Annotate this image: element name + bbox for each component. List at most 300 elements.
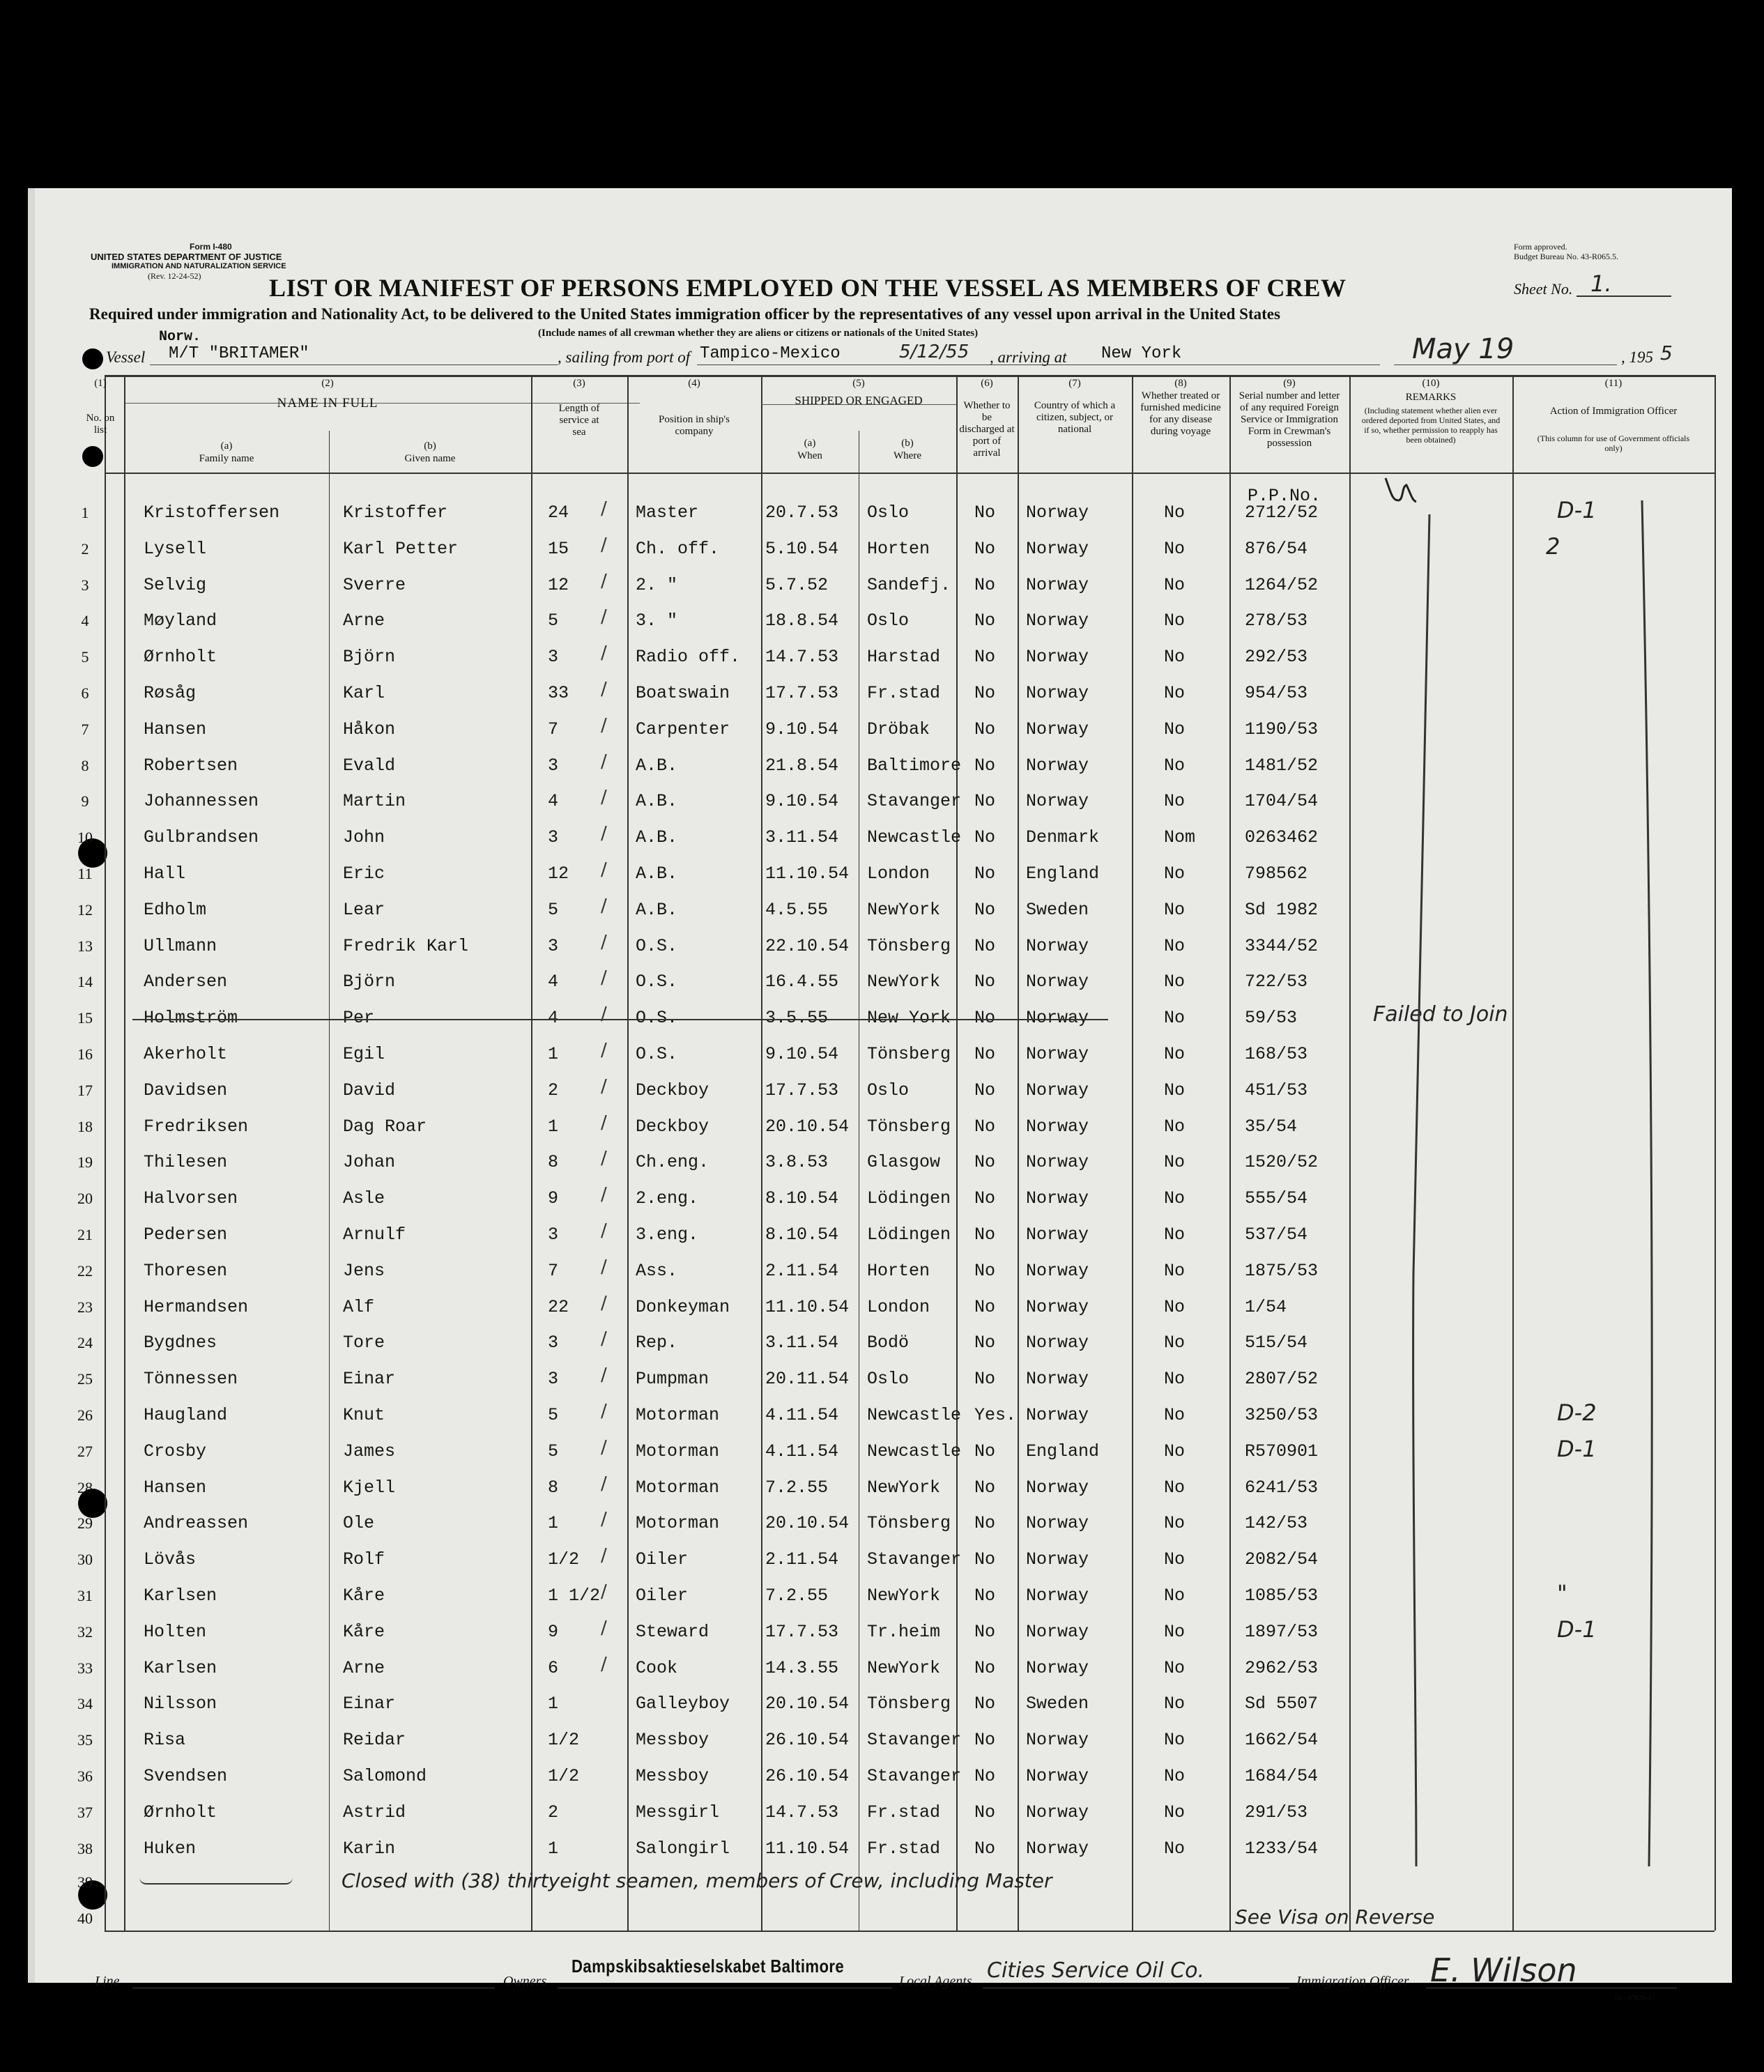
- row-number: 37: [77, 1803, 93, 1821]
- cell-medicine: No: [1164, 864, 1186, 884]
- row-number: 4: [81, 612, 89, 630]
- cell-given: Salomond: [343, 1766, 427, 1786]
- cell-family: Lövås: [144, 1549, 197, 1570]
- check-mark: /: [601, 1653, 607, 1675]
- year-prefix: , 195: [1621, 348, 1653, 366]
- row-number: 32: [77, 1622, 93, 1641]
- row-number: 35: [77, 1731, 93, 1749]
- check-mark: /: [601, 931, 607, 953]
- row-number: 23: [77, 1298, 93, 1316]
- cell-where: Bodö: [867, 1333, 910, 1353]
- sheet-underline: [1577, 296, 1671, 297]
- cell-when: 17.7.53: [765, 1621, 839, 1642]
- row-number-40: 40: [77, 1910, 93, 1927]
- cell-family: Fredriksen: [144, 1116, 249, 1137]
- sheet-edge: [28, 188, 35, 1983]
- cell-service: 1: [548, 1513, 559, 1534]
- col11-header: Action of Immigration Officer: [1549, 406, 1678, 417]
- cell-given: Rolf: [343, 1549, 385, 1570]
- col2a-letter: (a): [220, 440, 233, 452]
- officer-action: D-1: [1557, 497, 1597, 523]
- cell-country: Norway: [1026, 1766, 1089, 1786]
- col-line: [956, 375, 958, 1931]
- cell-serial: 278/53: [1245, 611, 1308, 631]
- check-mark: /: [601, 1436, 607, 1458]
- cell-family: Crosby: [144, 1441, 207, 1461]
- row-number: 3: [81, 576, 89, 594]
- col-line: [124, 375, 125, 1931]
- form-revision: (Rev. 12-24-52): [148, 271, 201, 281]
- cell-country: Norway: [1026, 1260, 1089, 1281]
- cell-where: Dröbak: [867, 719, 930, 739]
- cell-service: 9: [548, 1621, 559, 1642]
- punch-hole: [82, 348, 103, 369]
- cell-where: Sandefj.: [867, 574, 951, 595]
- row-number-39: 39: [77, 1873, 93, 1891]
- cell-when: 3.11.54: [765, 827, 839, 848]
- cell-medicine: No: [1164, 1802, 1186, 1822]
- cell-serial: 1704/54: [1245, 791, 1319, 812]
- port-to: New York: [1101, 344, 1182, 363]
- cell-position: Oiler: [636, 1549, 689, 1570]
- cell-where: Newcastle: [867, 1405, 962, 1425]
- officer-action: D-1: [1557, 1435, 1597, 1462]
- cell-country: Norway: [1026, 502, 1089, 523]
- col-line: [761, 375, 762, 1931]
- col1-header: No. on list: [86, 413, 115, 436]
- year-digit: 5: [1660, 342, 1673, 364]
- cell-position: O.S.: [636, 935, 678, 956]
- cell-where: Newcastle: [867, 827, 962, 848]
- department: UNITED STATES DEPARTMENT OF JUSTICE: [91, 252, 282, 262]
- col3-number: (3): [573, 378, 585, 389]
- cell-discharged: No: [974, 791, 996, 812]
- cell-when: 22.10.54: [765, 935, 850, 956]
- check-mark: /: [601, 679, 607, 700]
- row-number: 22: [77, 1261, 93, 1280]
- col-line: [1229, 375, 1231, 1931]
- cell-discharged: No: [974, 538, 996, 559]
- cell-country: Norway: [1026, 1405, 1089, 1425]
- cell-medicine: No: [1164, 1225, 1186, 1245]
- col5-header: SHIPPED OR ENGAGED: [795, 394, 923, 407]
- row-number: 9: [81, 792, 89, 811]
- cell-discharged: No: [974, 647, 996, 668]
- cell-country: England: [1026, 864, 1100, 884]
- cell-position: A.B.: [636, 864, 678, 884]
- cell-serial: 451/53: [1245, 1080, 1308, 1100]
- port-from: Tampico-Mexico: [700, 344, 841, 363]
- cell-family: Robertsen: [144, 755, 238, 776]
- check-mark: /: [601, 1473, 607, 1494]
- check-mark: /: [601, 1365, 607, 1386]
- cell-when: 2.11.54: [765, 1260, 839, 1281]
- cell-when: 3.5.55: [765, 1008, 829, 1029]
- cell-position: Cook: [636, 1657, 678, 1678]
- cell-when: 20.10.54: [765, 1116, 850, 1137]
- col5a-letter: (a): [804, 438, 816, 449]
- cell-given: Eric: [343, 864, 385, 884]
- cell-family: Ørnholt: [144, 1802, 217, 1822]
- cell-medicine: No: [1164, 683, 1186, 703]
- cell-medicine: No: [1164, 574, 1186, 595]
- cell-given: Arnulf: [343, 1225, 406, 1245]
- cell-country: Norway: [1026, 791, 1089, 812]
- cell-serial: 537/54: [1245, 1225, 1308, 1245]
- cell-when: 17.7.53: [765, 683, 839, 703]
- cell-where: Glasgow: [867, 1152, 941, 1173]
- cell-serial: 1684/54: [1245, 1766, 1319, 1786]
- check-mark: /: [601, 1004, 607, 1025]
- cell-medicine: No: [1164, 1369, 1186, 1390]
- cell-position: Messboy: [636, 1730, 710, 1751]
- cell-service: 22: [548, 1296, 569, 1317]
- cell-where: London: [867, 1296, 930, 1317]
- cell-when: 5.10.54: [765, 538, 839, 559]
- cell-where: NewYork: [867, 1586, 941, 1606]
- col2-number: (2): [321, 378, 334, 389]
- cell-position: 2. ": [636, 574, 678, 595]
- cell-when: 11.10.54: [765, 864, 850, 884]
- cell-family: Huken: [144, 1838, 197, 1859]
- cell-family: Johannessen: [144, 791, 259, 812]
- cell-country: Sweden: [1026, 899, 1089, 920]
- cell-family: Røsåg: [144, 683, 197, 703]
- check-mark: /: [601, 967, 607, 989]
- cell-discharged: No: [974, 1838, 996, 1859]
- cell-country: Norway: [1026, 1657, 1089, 1678]
- cell-discharged: No: [974, 611, 996, 631]
- row-number: 33: [77, 1659, 93, 1677]
- cell-family: Ullmann: [144, 935, 217, 956]
- cell-position: A.B.: [636, 827, 678, 848]
- cell-family: Selvig: [144, 574, 207, 595]
- cell-family: Risa: [144, 1730, 186, 1751]
- cell-medicine: No: [1164, 1513, 1186, 1534]
- form-number: Form I-480: [190, 242, 232, 252]
- col10-number: (10): [1422, 378, 1440, 389]
- row-number: 12: [77, 900, 93, 919]
- cell-medicine: No: [1164, 1441, 1186, 1461]
- cell-family: Halvorsen: [144, 1188, 238, 1209]
- visa-note: See Visa on Reverse: [1235, 1905, 1435, 1928]
- cell-serial: 1875/53: [1245, 1260, 1319, 1281]
- cell-given: Einar: [343, 1694, 396, 1714]
- col4-header: Position in ship's company: [659, 414, 730, 437]
- col9-number: (9): [1283, 378, 1296, 389]
- cell-given: Kristoffer: [343, 502, 448, 523]
- row-number: 29: [77, 1514, 93, 1533]
- cell-given: James: [343, 1441, 396, 1461]
- check-mark: /: [601, 1292, 607, 1314]
- row-number: 18: [77, 1117, 93, 1135]
- check-mark: /: [601, 498, 607, 519]
- cell-where: NewYork: [867, 1477, 941, 1498]
- cell-where: Stavanger: [867, 1730, 962, 1751]
- cell-serial: 555/54: [1245, 1188, 1308, 1209]
- cell-discharged: No: [974, 719, 996, 739]
- cell-service: 1: [548, 1838, 559, 1859]
- row-number: 17: [77, 1081, 93, 1099]
- cell-country: Norway: [1026, 1369, 1089, 1390]
- cell-when: 26.10.54: [765, 1730, 850, 1751]
- cell-family: Ørnholt: [144, 647, 217, 668]
- cell-where: Lödingen: [867, 1225, 951, 1245]
- cell-service: 9: [548, 1188, 559, 1209]
- cell-service: 7: [548, 1260, 559, 1281]
- cell-service: 1: [548, 1116, 559, 1137]
- cell-service: 8: [548, 1152, 559, 1173]
- cell-country: Norway: [1026, 647, 1089, 668]
- cell-country: Norway: [1026, 1477, 1089, 1498]
- cell-service: 3: [548, 1369, 559, 1390]
- check-mark: /: [601, 1401, 607, 1422]
- cell-medicine: Nom: [1164, 827, 1196, 848]
- cell-service: 3: [548, 755, 559, 776]
- cell-country: Norway: [1026, 1513, 1089, 1534]
- row-number: 1: [81, 504, 89, 521]
- cell-family: Holten: [144, 1621, 207, 1642]
- cell-service: 1 1/2: [548, 1586, 601, 1606]
- cell-position: Rep.: [636, 1333, 678, 1353]
- officer-action: D-2: [1557, 1399, 1597, 1426]
- cell-when: 21.8.54: [765, 755, 839, 776]
- cell-medicine: No: [1164, 1730, 1186, 1751]
- cell-given: Johan: [343, 1152, 396, 1173]
- cell-given: Arne: [343, 1657, 385, 1678]
- cell-where: Baltimore: [867, 755, 962, 776]
- cell-where: Tönsberg: [867, 935, 951, 956]
- cell-service: 4: [548, 791, 559, 812]
- vessel-underline: [150, 364, 558, 365]
- cell-service: 33: [548, 683, 569, 703]
- cell-medicine: No: [1164, 502, 1186, 523]
- cell-where: Fr.stad: [867, 1838, 941, 1859]
- cell-when: 20.7.53: [765, 502, 839, 523]
- cell-serial: 292/53: [1245, 647, 1308, 668]
- cell-medicine: No: [1164, 1296, 1186, 1317]
- cell-country: England: [1026, 1441, 1100, 1461]
- cell-when: 4.11.54: [765, 1441, 839, 1461]
- check-mark: /: [601, 823, 607, 845]
- cell-service: 24: [548, 502, 569, 523]
- check-mark: /: [601, 1617, 607, 1639]
- cell-given: Karl: [343, 683, 385, 703]
- col11-note: (This column for use of Government officials only): [1537, 433, 1690, 453]
- row-number: 26: [77, 1406, 93, 1424]
- cell-given: Lear: [343, 899, 385, 920]
- cell-family: Davidsen: [144, 1080, 228, 1100]
- cell-when: 7.2.55: [765, 1586, 829, 1606]
- cell-medicine: No: [1164, 899, 1186, 920]
- check-mark: /: [601, 1040, 607, 1061]
- cell-where: Horten: [867, 538, 930, 559]
- col5-number: (5): [852, 378, 865, 389]
- cell-medicine: No: [1164, 1766, 1186, 1786]
- cell-medicine: No: [1164, 719, 1186, 739]
- cell-where: Oslo: [867, 611, 910, 631]
- cell-family: Thoresen: [144, 1260, 228, 1281]
- cell-discharged: No: [974, 1369, 996, 1390]
- cell-where: Fr.stad: [867, 1802, 941, 1822]
- cell-family: Karlsen: [144, 1657, 217, 1678]
- cell-serial: 168/53: [1245, 1044, 1308, 1064]
- cell-serial: 142/53: [1245, 1513, 1308, 1534]
- cell-country: Norway: [1026, 1225, 1089, 1245]
- cell-given: Björn: [343, 972, 396, 992]
- cell-country: Denmark: [1026, 827, 1100, 848]
- col7-header: Country of which a citizen, subject, or national: [1034, 400, 1116, 435]
- cell-serial: Sd 5507: [1245, 1694, 1319, 1714]
- col6-header: Whether to be discharged at port of arrival: [959, 400, 1015, 459]
- cell-country: Norway: [1026, 1296, 1089, 1317]
- row-number: 21: [77, 1226, 93, 1243]
- cell-serial: 722/53: [1245, 972, 1308, 992]
- cell-given: Håkon: [343, 719, 396, 739]
- cell-medicine: No: [1164, 1477, 1186, 1498]
- cell-where: Oslo: [867, 502, 910, 523]
- cell-discharged: No: [974, 574, 996, 595]
- arriving-label: , arriving at: [990, 348, 1067, 366]
- col3-header: Length of service at sea: [558, 403, 600, 438]
- officer-signature: E. Wilson: [1430, 1951, 1577, 1989]
- row-number: 8: [81, 756, 89, 774]
- cell-position: 3. ": [636, 611, 678, 631]
- cell-medicine: No: [1164, 1405, 1186, 1425]
- cell-family: Andersen: [144, 972, 228, 992]
- cell-service: 1: [548, 1694, 559, 1714]
- cell-given: Karl Petter: [343, 538, 459, 559]
- cell-position: Ch.eng.: [636, 1152, 710, 1173]
- row-number: 14: [77, 973, 93, 991]
- cell-where: Stavanger: [867, 1766, 962, 1786]
- cell-position: 3.eng.: [636, 1225, 699, 1245]
- cell-medicine: No: [1164, 1694, 1186, 1714]
- check-mark: /: [601, 1256, 607, 1277]
- cell-where: New York: [867, 1008, 951, 1029]
- cell-country: Norway: [1026, 1549, 1089, 1570]
- owners-label: Owners: [503, 1974, 547, 1989]
- cell-when: 20.10.54: [765, 1694, 850, 1714]
- col-line: [1132, 375, 1133, 1931]
- cell-serial: 1190/53: [1245, 719, 1319, 739]
- cell-serial: 1520/52: [1245, 1152, 1319, 1173]
- cell-when: 3.11.54: [765, 1333, 839, 1353]
- cell-where: NewYork: [867, 972, 941, 992]
- cell-position: Deckboy: [636, 1116, 710, 1137]
- cell-country: Norway: [1026, 1621, 1089, 1642]
- cell-when: 7.2.55: [765, 1477, 829, 1498]
- cell-service: 6: [548, 1657, 559, 1678]
- cell-serial: 876/54: [1245, 538, 1308, 559]
- cell-family: Bygdnes: [144, 1333, 217, 1353]
- cell-given: Asle: [343, 1188, 385, 1209]
- cell-discharged: No: [974, 1694, 996, 1714]
- cell-given: Arne: [343, 611, 385, 631]
- cell-given: Einar: [343, 1369, 396, 1390]
- cell-discharged: No: [974, 864, 996, 884]
- cell-service: 2: [548, 1802, 559, 1822]
- cell-discharged: No: [974, 1802, 996, 1822]
- cell-service: 15: [548, 538, 569, 559]
- cell-medicine: No: [1164, 1838, 1186, 1859]
- cell-when: 17.7.53: [765, 1080, 839, 1100]
- col9-header: Serial number and letter of any required Foreign Service or Immigration Form in Crewman's possession: [1238, 390, 1340, 449]
- cell-position: Motorman: [636, 1441, 720, 1461]
- cell-family: Andreassen: [144, 1513, 249, 1534]
- cell-medicine: No: [1164, 1549, 1186, 1570]
- cell-family: Tönnessen: [144, 1369, 238, 1390]
- cell-family: Thilesen: [144, 1152, 228, 1173]
- cell-country: Norway: [1026, 1116, 1089, 1137]
- cell-country: Norway: [1026, 538, 1089, 559]
- line-label: Line: [95, 1974, 120, 1989]
- closing-squiggle: [139, 1878, 293, 1885]
- check-mark: /: [601, 1545, 607, 1567]
- remark-note: Failed to Join: [1373, 1002, 1508, 1027]
- cell-service: 3: [548, 1225, 559, 1245]
- cell-discharged: No: [974, 1513, 996, 1534]
- cell-family: Gulbrandsen: [144, 827, 259, 848]
- row-number: 19: [77, 1153, 93, 1172]
- cell-given: David: [343, 1080, 396, 1100]
- cell-serial: 2712/52: [1245, 502, 1319, 523]
- col5b-header: Where: [893, 450, 921, 461]
- col2-header: NAME IN FULL: [277, 396, 378, 410]
- cell-service: 1/2: [548, 1766, 580, 1786]
- cell-medicine: No: [1164, 1586, 1186, 1606]
- cell-serial: 1481/52: [1245, 755, 1319, 776]
- cell-when: 14.7.53: [765, 1802, 839, 1822]
- cell-given: John: [343, 827, 385, 848]
- check-mark: /: [601, 787, 607, 808]
- cell-service: 8: [548, 1477, 559, 1498]
- cell-discharged: No: [974, 1441, 996, 1461]
- check-mark: /: [601, 1148, 607, 1169]
- cell-position: Motorman: [636, 1513, 720, 1534]
- cell-position: Master: [636, 502, 699, 523]
- col-line: [329, 431, 330, 1931]
- cell-medicine: No: [1164, 1116, 1186, 1137]
- sheet-label: Sheet No.: [1514, 280, 1573, 298]
- cell-service: 12: [548, 574, 569, 595]
- cell-serial-prefix: P.P.No.: [1248, 486, 1321, 506]
- cell-medicine: No: [1164, 935, 1186, 956]
- cell-when: 8.10.54: [765, 1188, 839, 1209]
- table-bottom-border: [105, 1931, 1715, 1932]
- cell-where: Fr.stad: [867, 683, 941, 703]
- cell-where: Tönsberg: [867, 1116, 951, 1137]
- owners-stamp: Dampskibsaktieselskabet Baltimore: [572, 1956, 845, 1977]
- cell-service: 3: [548, 935, 559, 956]
- cell-service: 5: [548, 1405, 559, 1425]
- check-mark: /: [601, 895, 607, 916]
- cell-position: Boatswain: [636, 683, 730, 703]
- cell-service: 5: [548, 1441, 559, 1461]
- cell-when: 11.10.54: [765, 1296, 850, 1317]
- cell-medicine: No: [1164, 1333, 1186, 1353]
- sheet-number: 1.: [1590, 270, 1612, 297]
- cell-serial: 3250/53: [1245, 1405, 1319, 1425]
- cell-discharged: No: [974, 1080, 996, 1100]
- cell-service: 3: [548, 827, 559, 848]
- cell-when: 11.10.54: [765, 1838, 850, 1859]
- cell-position: Steward: [636, 1621, 710, 1642]
- cell-serial: 59/53: [1245, 1008, 1298, 1029]
- cell-position: O.S.: [636, 1008, 678, 1029]
- cell-serial: 515/54: [1245, 1333, 1308, 1353]
- cell-discharged: No: [974, 1152, 996, 1173]
